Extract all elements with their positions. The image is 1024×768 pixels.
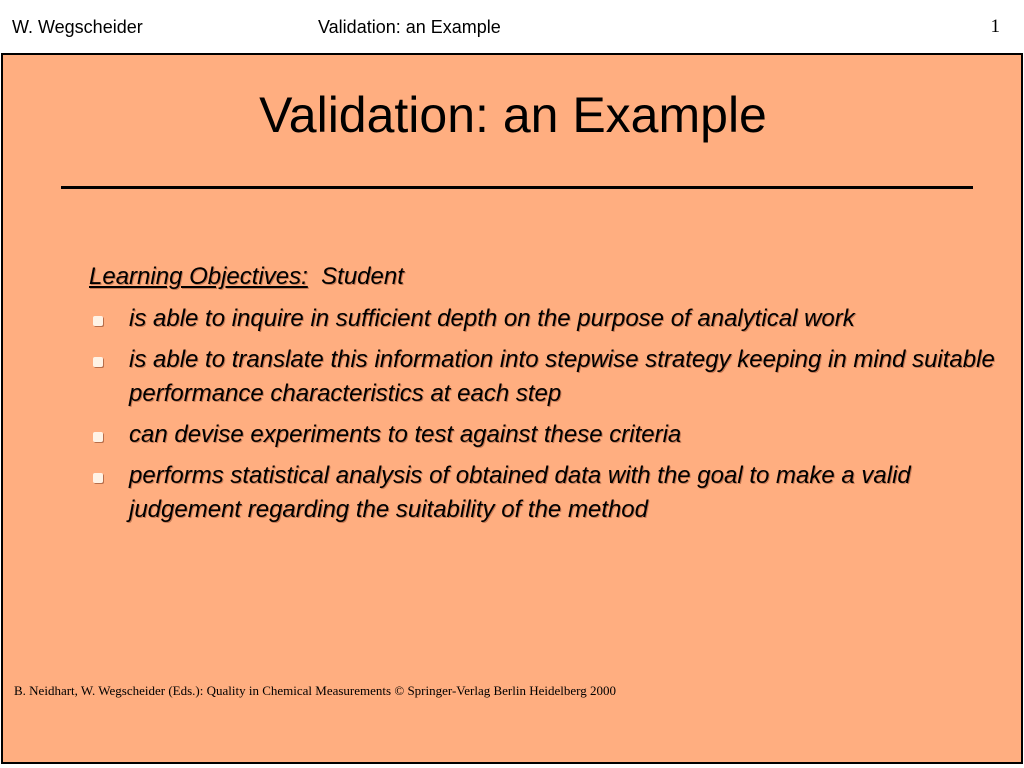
objectives-list	[89, 302, 999, 527]
header-author: W. Wegscheider	[12, 17, 143, 37]
objectives-label: Learning Objectives:	[89, 263, 308, 290]
header-title: Validation: an Example	[318, 17, 501, 37]
bullet-icon	[93, 432, 103, 442]
list-item-text: is able to inquire in sufficient depth on the purpose of analytical work	[129, 305, 855, 332]
bullet-icon	[93, 316, 103, 326]
list-item	[89, 343, 999, 411]
objectives-heading	[89, 262, 999, 292]
list-item	[89, 418, 999, 452]
footer-citation: B. Neidhart, W. Wegscheider (Eds.): Quality in Chemical Measurements © Springer-Verlag Berlin Heidelberg 2000	[14, 683, 616, 698]
objectives-subject: Student	[321, 263, 404, 290]
slide-title: Validation: an Example	[259, 87, 767, 143]
list-item	[89, 302, 999, 336]
running-header	[0, 0, 1024, 52]
list-item-text: can devise experiments to test against these criteria	[129, 421, 682, 448]
bullet-icon	[93, 357, 103, 367]
slide-content	[89, 262, 999, 534]
page-number: 1	[990, 16, 1000, 37]
title-divider	[61, 186, 973, 189]
list-item-text: is able to translate this information into stepwise strategy keeping in mind suitable performance characteristics at each step	[129, 346, 995, 407]
list-item	[89, 459, 999, 527]
slide	[1, 53, 1023, 764]
bullet-icon	[93, 473, 103, 483]
list-item-text: performs statistical analysis of obtained data with the goal to make a valid judgement regarding the suitability of the method	[129, 462, 911, 523]
